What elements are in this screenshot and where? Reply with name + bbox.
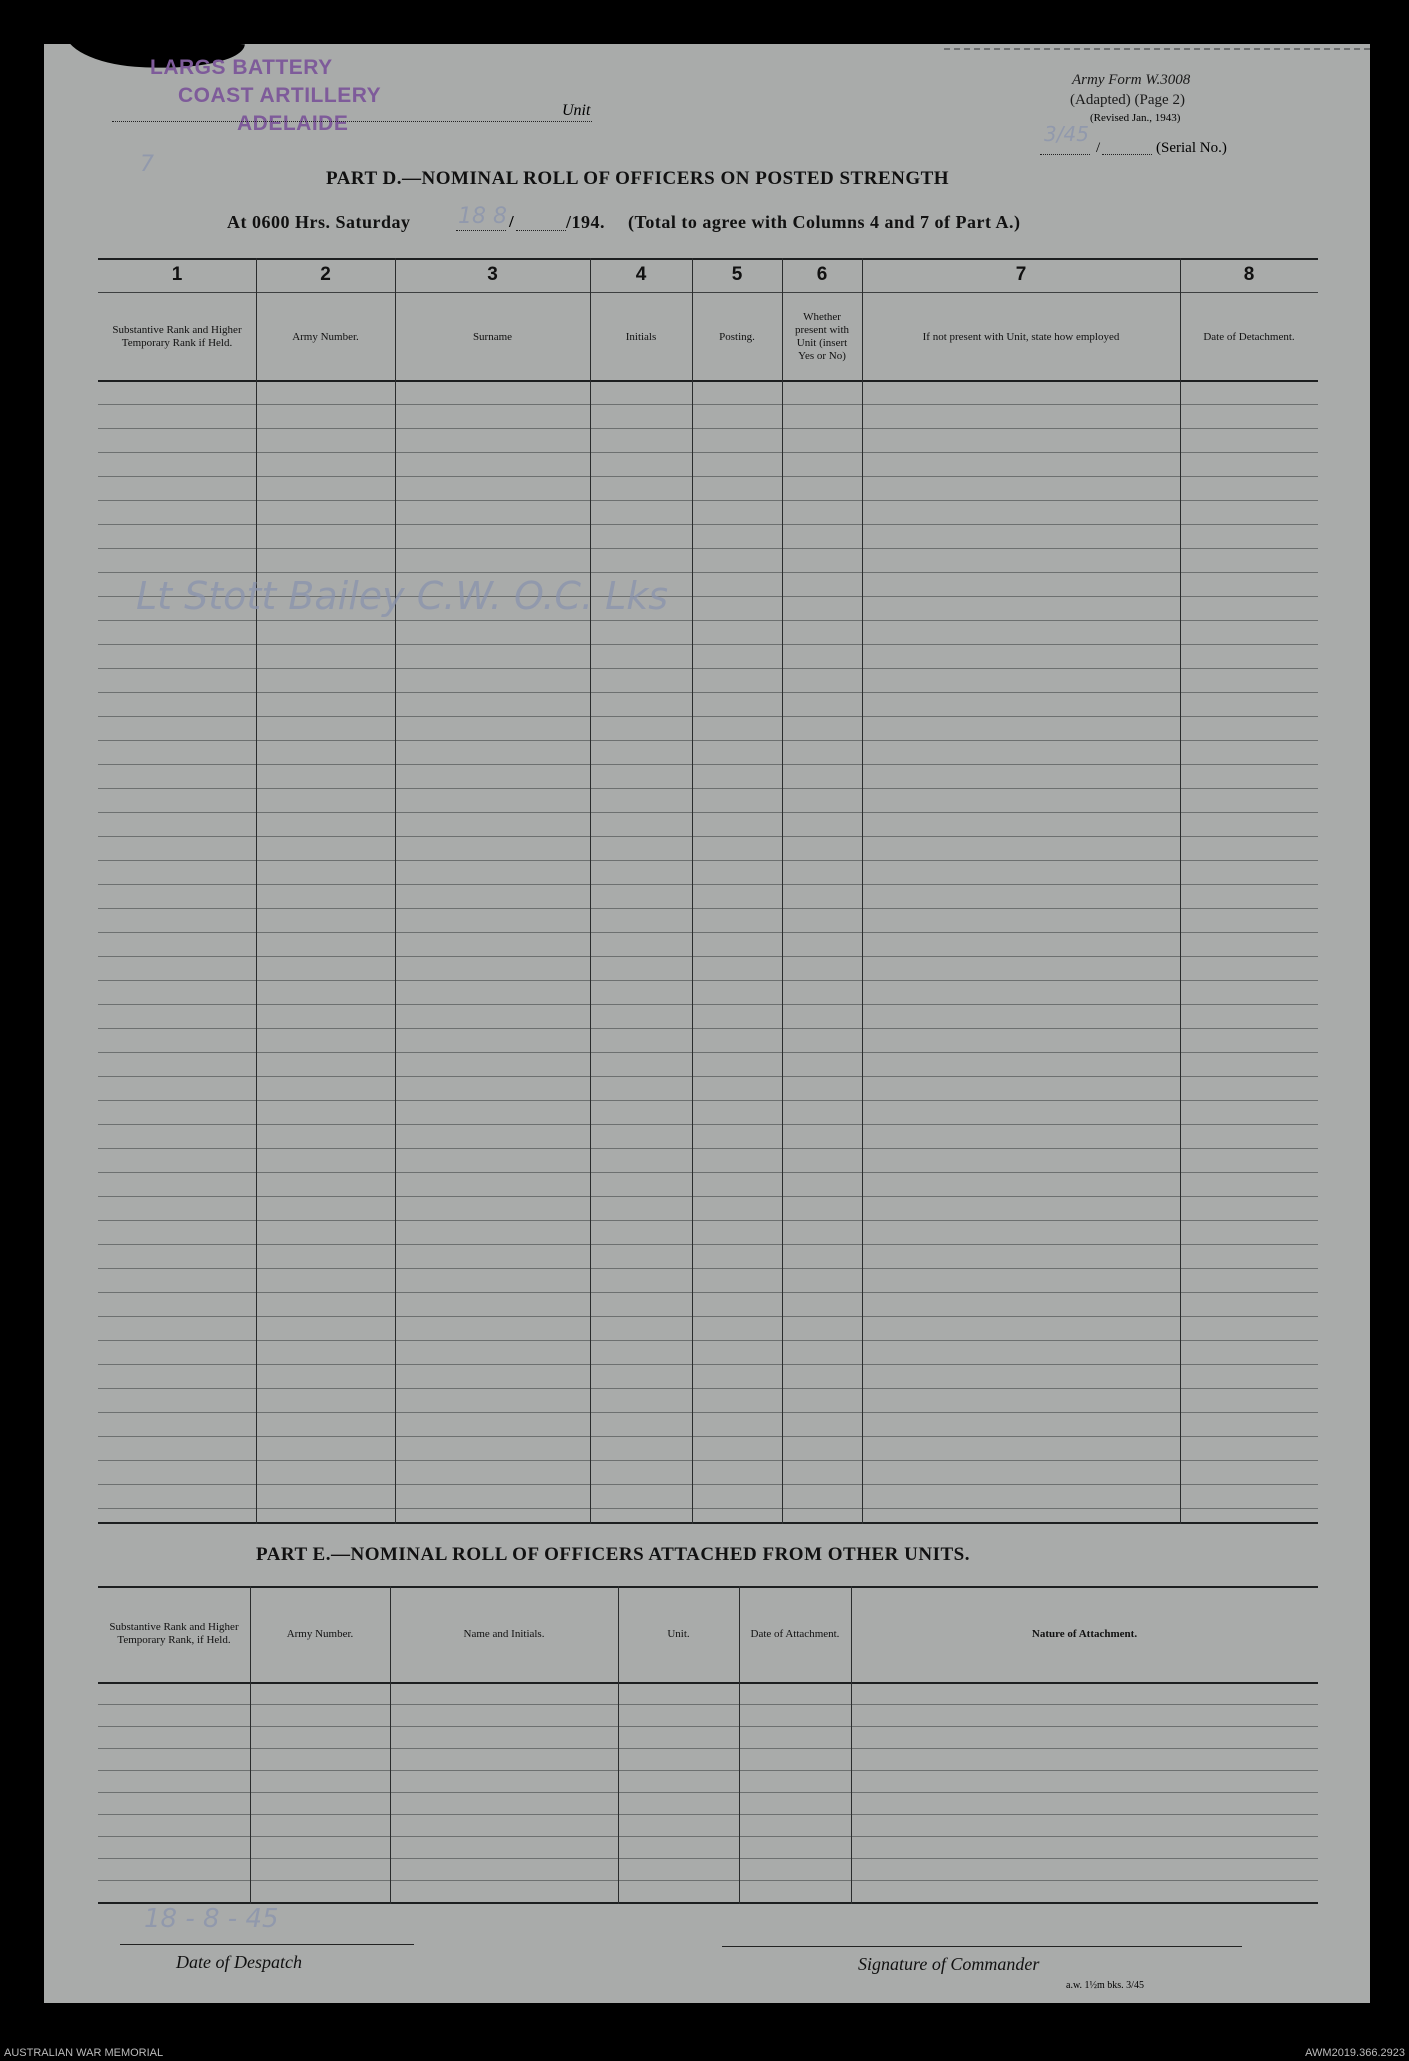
serial-handwritten: 3/45 [1044,122,1089,146]
table-row-line [98,980,1318,981]
caption-left: AUSTRALIAN WAR MEMORIAL [4,2047,164,2059]
column-header-label: Nature of Attachment. [1031,1627,1138,1640]
table-row-line [98,1460,1318,1461]
table-row-line [98,1316,1318,1317]
column-number: 4 [635,264,647,285]
table-row-line [98,1052,1318,1053]
despatch-date-handwritten: 18 - 8 - 45 [144,1904,279,1934]
table-row-line [98,1388,1318,1389]
part-e-title: PART E.—NOMINAL ROLL OF OFFICERS ATTACHED FROM OTHER UNITS. [256,1544,970,1565]
table-row-line [98,572,1318,573]
table-row-line [98,404,1318,405]
column-header-label: Substantive Rank and Higher Temporary Rank if Held. [112,324,242,349]
date-blank-1 [456,230,506,231]
column-divider [618,1586,619,1904]
table-row-line [98,908,1318,909]
stamp-line-1: LARGS BATTERY [150,56,333,79]
date-blank-2 [516,230,566,231]
table-row-line [98,1244,1318,1245]
table-row-line [98,860,1318,861]
table-row-line [98,1508,1318,1509]
date-slash: / [509,212,514,231]
table-row-line [98,1004,1318,1005]
column-number: 3 [487,264,498,285]
column-divider [851,1586,852,1904]
part-d-title: PART D.—NOMINAL ROLL OF OFFICERS ON POSTED STRENGTH [326,168,950,189]
column-header-label: Date of Attachment. [750,1627,840,1640]
table-row-line [98,836,1318,837]
perforation-line [944,48,1370,50]
column-number: 5 [731,264,743,285]
column-number: 7 [1015,264,1027,285]
table-row-line [98,428,1318,429]
column-number: 2 [320,264,331,285]
form-adapted: (Adapted) (Page 2) [1070,92,1185,108]
table-row-line [98,1364,1318,1365]
serial-blank-1 [1040,154,1090,155]
column-number: 1 [171,264,183,285]
table-row-line [98,1814,1318,1815]
date-handwritten: 18 8 [458,204,507,229]
column-divider [590,258,591,1524]
part-d-table [98,258,1318,1526]
column-divider [692,258,693,1524]
despatch-label: Date of Despatch [176,1952,302,1972]
table-row-line [98,884,1318,885]
table-row-line [98,1748,1318,1749]
table-row-line [98,1340,1318,1341]
table-row-line [98,740,1318,741]
column-header-label: Unit. [667,1627,690,1640]
table-row-line [98,716,1318,717]
column-header-label: Surname [472,330,513,343]
table-row-line [98,1172,1318,1173]
table-row-line [98,812,1318,813]
table-row-line [98,1124,1318,1125]
part-e-top-rule [98,1586,1318,1588]
despatch-line [120,1944,414,1945]
column-header-label: Name and Initials. [463,1627,545,1640]
table-row-line [98,476,1318,477]
part-e-header-rule [98,1682,1318,1684]
column-header-label: If not present with Unit, state how employed [922,330,1120,343]
part-d-top-rule [98,258,1318,260]
table-row-line [98,764,1318,765]
table-row-line [98,1436,1318,1437]
table-row-line [98,692,1318,693]
form-page [44,44,1370,2003]
corner-mark: 7 [140,152,154,177]
column-divider [782,258,783,1524]
signature-line [722,1946,1242,1947]
signature-label: Signature of Commander [858,1954,1040,1974]
table-row-line [98,1770,1318,1771]
column-header-label: Army Number. [292,330,359,343]
column-number: 8 [1243,264,1255,285]
table-row-line [98,500,1318,501]
part-d-header-rule [98,380,1318,382]
table-row-line [98,1076,1318,1077]
column-number: 6 [816,264,828,285]
stamp-line-3: ADELAIDE [237,112,349,135]
column-header-label: Army Number. [286,1627,354,1640]
form-revised: (Revised Jan., 1943) [1090,112,1181,124]
serial-slash: / [1096,140,1101,156]
table-row-line [98,548,1318,549]
column-header-label: Initials [625,330,657,343]
table-row-line [98,1148,1318,1149]
table-row-line [98,1704,1318,1705]
table-row-line [98,788,1318,789]
column-divider [390,1586,391,1904]
caption-right: AWM2019.366.2923 [1305,2047,1405,2059]
unit-label: Unit [562,102,591,119]
table-row-line [98,1726,1318,1727]
table-row-line [98,956,1318,957]
part-d-bottom-rule [98,1522,1318,1524]
column-divider [256,258,257,1524]
part-e-bottom-rule [98,1902,1318,1904]
table-row-line [98,1100,1318,1101]
column-header-label: Posting. [719,330,755,343]
column-divider [862,258,863,1524]
serial-blank-2 [1102,154,1152,155]
table-row-line [98,1268,1318,1269]
column-header-label: Date of Detachment. [1203,330,1295,343]
part-d-note: (Total to agree with Columns 4 and 7 of Part A.) [628,212,1021,232]
unit-line [112,121,592,122]
table-row-line [98,1484,1318,1485]
table-row-line [98,1792,1318,1793]
table-row-line [98,1880,1318,1881]
column-header-label: Substantive Rank and Higher Temporary Rank, if Held. [109,1621,239,1646]
part-d-time-prefix: At 0600 Hrs. Saturday [227,212,411,232]
stamp-line-2: COAST ARTILLERY [178,84,382,107]
table-row-line [98,1858,1318,1859]
column-divider [739,1586,740,1904]
table-row-line [98,1220,1318,1221]
table-row-line [98,620,1318,621]
serial-label: (Serial No.) [1156,140,1227,156]
print-code: a.w. 1½m bks. 3/45 [1066,1980,1144,1991]
table-row-line [98,524,1318,525]
table-row-line [98,1292,1318,1293]
column-divider [250,1586,251,1904]
column-divider [1180,258,1181,1524]
table-row-line [98,1196,1318,1197]
table-row-line [98,1028,1318,1029]
table-row-line [98,452,1318,453]
table-row-line [98,668,1318,669]
part-d-handwritten-entry: Lt Stott Bailey C.W. O.C. Lks [136,574,669,618]
part-d-number-rule [98,292,1318,293]
table-row-line [98,932,1318,933]
column-header-label: Whether present with Unit (insert Yes or No) [794,311,850,362]
form-number: Army Form W.3008 [1072,72,1191,88]
table-row-line [98,1836,1318,1837]
year-suffix: /194. [566,212,606,232]
part-e-table [98,1586,1318,1904]
column-divider [395,258,396,1524]
table-row-line [98,644,1318,645]
table-row-line [98,1412,1318,1413]
